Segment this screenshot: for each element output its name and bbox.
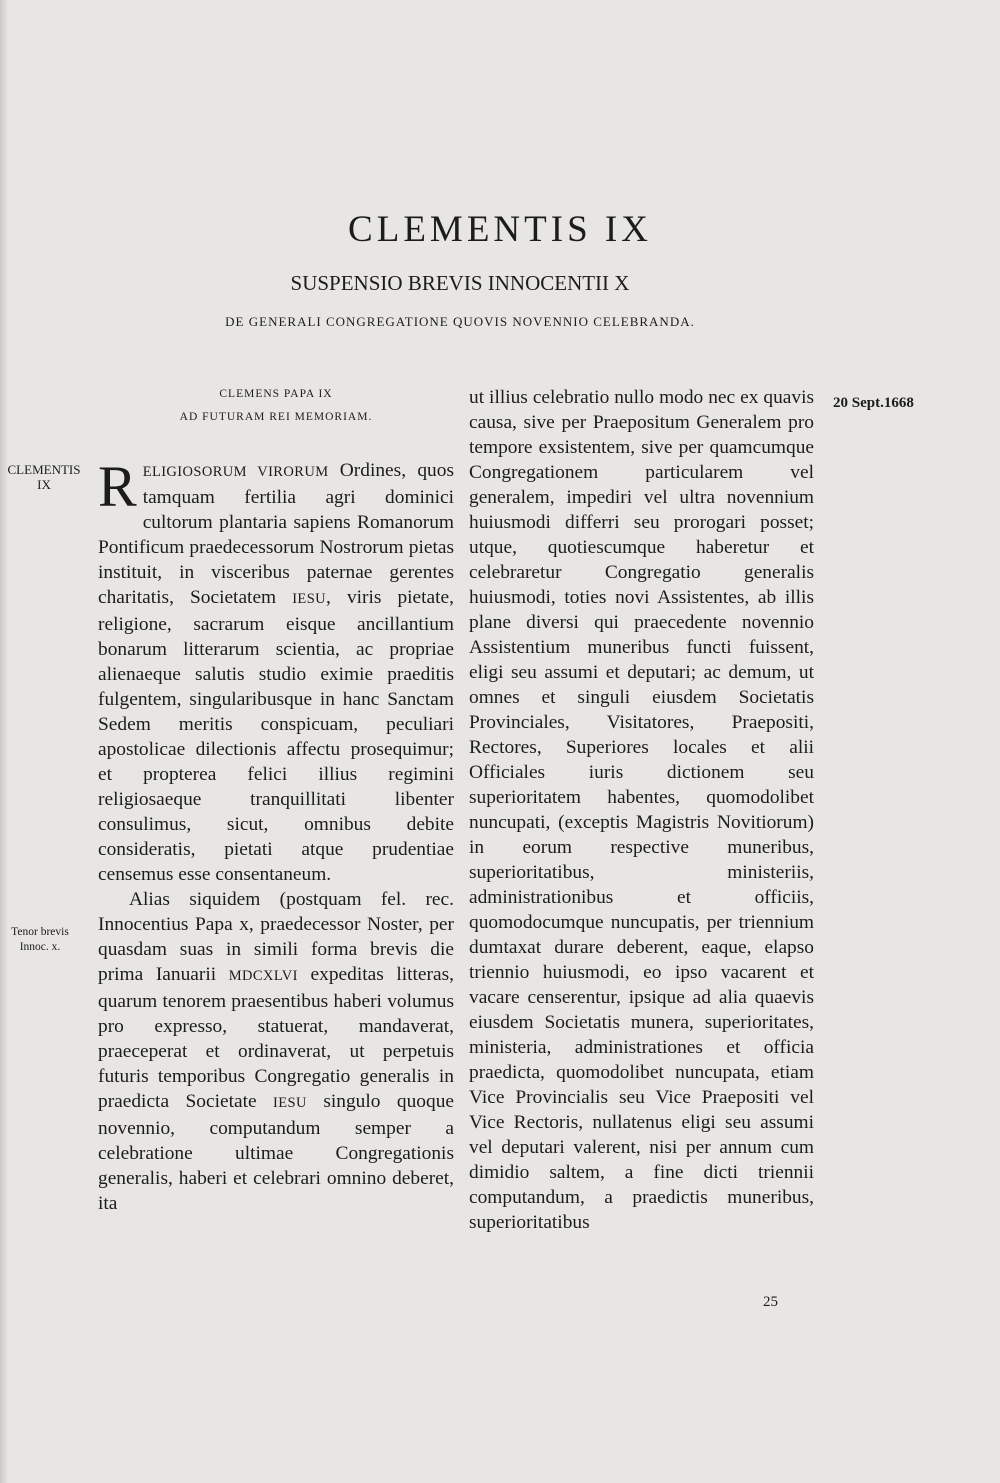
paragraph-text: Ordines, quos tamquam fertilia agri dominici cultorum plantaria sapiens Romanorum Pontificum praedecessorum Nostrorum pietas instituit, in visceribus paternae gerentes charitatis, Societatem [98,460,454,608]
text-column-left [98,454,455,1216]
paragraph-text: singulo quoque novennio, computandum semper a celebratione ultimae Congregationis generalis, haberi et celebrari omnino deberet, ita [98,1091,454,1214]
address-heading-line1: CLEMENS PAPA IX [219,388,333,400]
margin-note-tenor [4,925,76,955]
margin-note-line: IX [37,477,51,492]
address-heading-line2: AD FUTURAM REI MEMORIAM. [179,411,373,423]
page-title: CLEMENTIS IX [348,209,652,250]
margin-note-line: Innoc. x. [19,941,61,953]
page-subtitle-secondary: DE GENERALI CONGREGATIONE QUOVIS NOVENNIO CELEBRANDA. [225,314,695,329]
paragraph [98,887,454,1216]
paragraph-text: , viris pietate, religione, sacrarum eisque ancillantium bonarum litterarum scientia, ac propriae alienaeque salutis studio eximie praeditis fulgentem, singularibusque in hanc Sanctam Sedem meritis conspicuam, peculiari apostolicae dilectionis affectu prosequimur; et propterea felici illius regimini religiosaeque tranquillitati libenter consulimus, sicut, omnibus debite consideratis, pietati atque prudentiae censemus esse consentaneum. [98,587,455,885]
paragraph-text: Alias siquidem (postquam fel. rec. Innocentius Papa x, praedecessor Noster, per quasdam suas in simili forma brevis die prima Ianuarii [98,889,454,985]
small-caps-text: IESU [292,591,327,607]
margin-note-line: CLEMENTIS [7,462,81,477]
text-column-right [469,385,814,1235]
margin-note-line: Tenor brevis [11,926,69,938]
page-subtitle: SUSPENSIO BREVIS INNOCENTII X [290,271,630,295]
margin-date: 20 Sept.1668 [833,395,914,411]
small-caps-text: IESU [273,1095,307,1111]
paragraph [98,454,455,887]
page-number: 25 [763,1294,778,1310]
drop-cap: R [98,454,137,519]
margin-note-clementis [4,462,84,492]
small-caps-text: ELIGIOSORUM VIRORUM [142,464,329,480]
paragraph-text: expeditas litteras, quarum tenorem praesentibus haberi volumus pro expresso, statuerat, mandaverat, praeceperat et ordinaverat, ut perpetuis futuris temporibus Congregatio generalis in praedicta Societate [98,964,454,1112]
paragraph: ut illius celebratio nullo modo nec ex quavis causa, sive per Praepositum Generalem pro tempore exsistentem, sive per quamcumque Congregationem particularem vel generalem, impediri vel ultra novennium huiusmodi differri seu prorogari posset; utque, quotiescumque haberetur et celebraretur Congregatio generalis huiusmodi, toties novi Assistentes, ab illis plane diversi qui praecedente novennio Assistentium muneribus functi fuissent, eligi seu assumi et deputari; ac demum, ut omnes et singuli eiusdem Societatis Provinciales, Visitatores, Praepositi, Rectores, Superiores locales et alii Officiales iuris dictionem seu superioritatem habentes, quomodolibet nuncupati, (exceptis Magistris Novitiorum) in eorum respective muneribus, superioritatibus, ministeriis, administrationibus et officiis, quomodocumque nuncupatis, per triennium dumtaxat durare deberent, eaque, elapso triennio huiusmodi, eo ipso vacarent et vacare censerentur, ipsique ad alia quaevis eiusdem Societatis munera, superioritates, ministeria, administrationes et officia praedicta, quomodolibet nuncupata, etiam Vice Provincialis seu Vice Praepositi vel Vice Rectoris, nullatenus eligi seu assumi vel deputari valerent, nisi per annum cum dimidio saltem, a fine dicti triennii computandum, a praedictis muneribus, superioritatibus [469,387,814,1233]
small-caps-text: MDCXLVI [228,968,298,984]
